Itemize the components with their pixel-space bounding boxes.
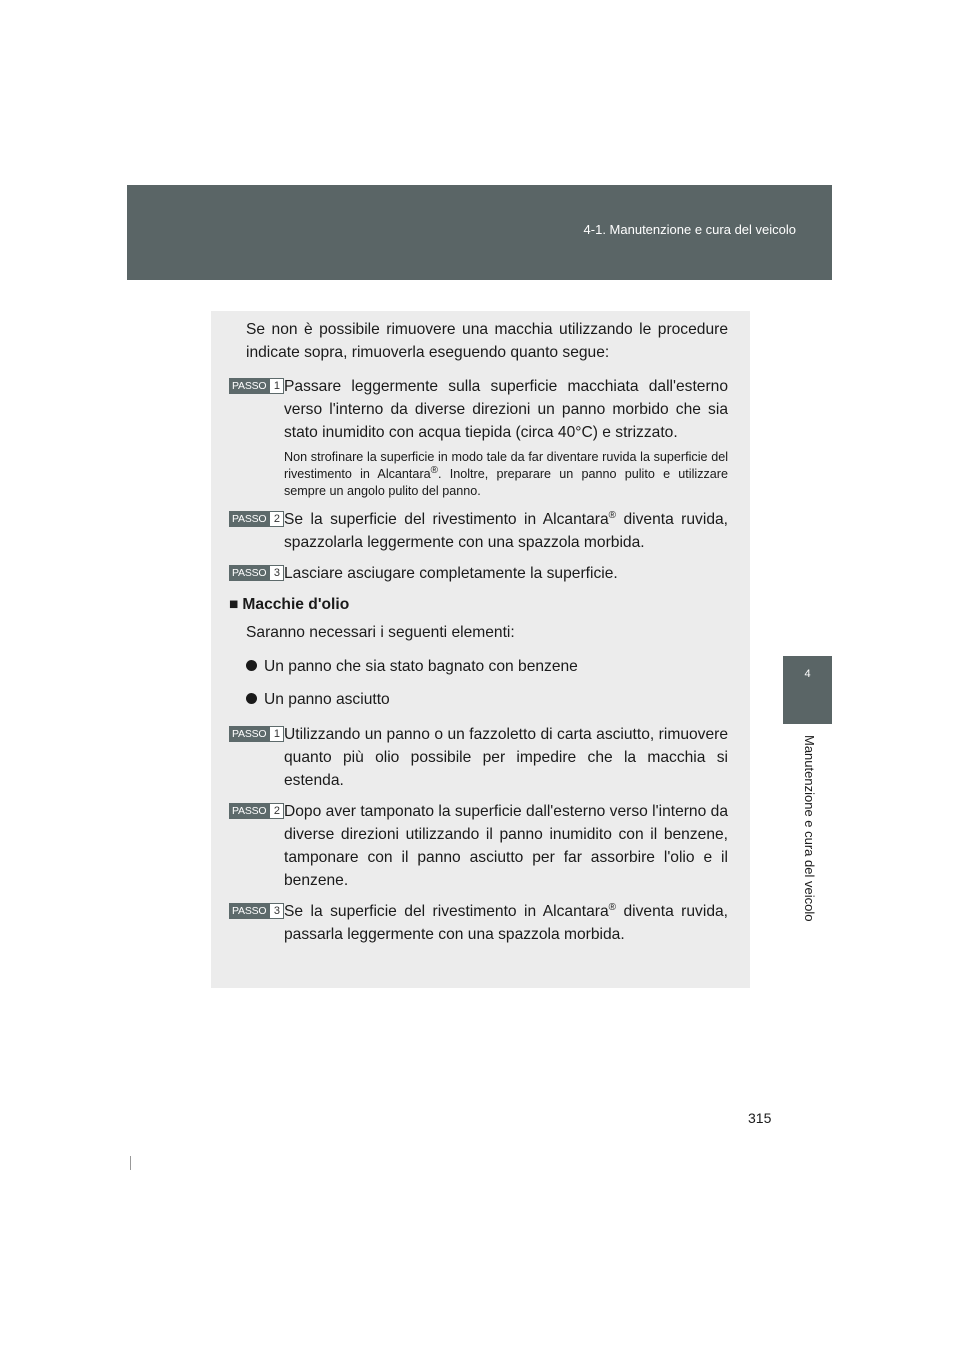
step-badge: [229, 803, 284, 819]
section-lead: Saranno necessari i seguenti elementi:: [246, 624, 515, 641]
step-badge-number: 1: [269, 378, 284, 394]
step-badge: [229, 726, 284, 742]
section-heading: [229, 593, 728, 616]
step-text: Dopo aver tamponato la superficie dall'esterno verso l'interno da diverse direzioni utilizzando il panno inumidito con il benzene, tamponare con il panno asciutto per far assorbire l'olio e il benzene.: [284, 803, 728, 889]
panel-content: [229, 318, 728, 954]
step-text: Passare leggermente sulla superficie macchiata dall'esterno verso l'interno da diverse direzioni un panno morbido che sia stato inumidito con acqua tiepida (circa 40°C) e strizzato.: [284, 378, 728, 441]
step-badge-word: PASSO: [229, 803, 269, 819]
step-text: [284, 508, 728, 554]
step-text: [284, 900, 728, 946]
chapter-label: Manutenzione e cura del veicolo: [802, 735, 817, 922]
step-2: [232, 508, 728, 554]
section-heading-text: Macchie d'olio: [242, 596, 350, 613]
step-text-part: Se la superficie del rivestimento in Alcantara: [284, 511, 609, 528]
crop-mark: [130, 1156, 131, 1170]
oil-step-2: [232, 800, 728, 892]
bullet-text: Un panno che sia stato bagnato con benzene: [264, 658, 578, 675]
oil-step-3: [232, 900, 728, 946]
page-number: 315: [748, 1110, 772, 1126]
registered-mark: ®: [430, 464, 439, 476]
step-badge-number: 1: [269, 726, 284, 742]
registered-mark: ®: [608, 901, 617, 913]
step-text: Utilizzando un panno o un fazzoletto di carta asciutto, rimuovere quanto più olio possibile per impedire che la macchia si estenda.: [284, 726, 728, 789]
step-badge-number: 2: [269, 803, 284, 819]
bullet-text: Un panno asciutto: [264, 691, 390, 708]
step-badge: [229, 565, 284, 581]
step-badge-word: PASSO: [229, 903, 269, 919]
step-text-part: diventa ruvida, passarla leggermente con una spazzola morbida.: [284, 903, 728, 943]
step-badge-word: PASSO: [229, 511, 269, 527]
step-3: [232, 562, 728, 585]
section-title: 4-1. Manutenzione e cura del veicolo: [583, 222, 796, 237]
step-note: [284, 449, 728, 500]
step-badge: [229, 378, 284, 394]
step-badge-number: 3: [269, 903, 284, 919]
step-badge: [229, 903, 284, 919]
bullet-dot-icon: [246, 693, 257, 704]
note-text: . Inoltre, preparare un panno pulito e utilizzare sempre un angolo pulito del panno.: [284, 467, 728, 498]
chapter-tab: [783, 656, 832, 724]
step-badge: [229, 511, 284, 527]
chapter-number: 4: [804, 668, 811, 680]
registered-mark: ®: [608, 509, 617, 521]
bullet-item: [246, 688, 728, 711]
header-band: [127, 185, 832, 280]
square-bullet-icon: ■: [229, 596, 239, 613]
step-badge-number: 2: [269, 511, 284, 527]
note-text: Non strofinare la superficie in modo tale da far diventare ruvida la superficie del rivestimento in Alcantara: [284, 450, 728, 481]
step-text-part: Se la superficie del rivestimento in Alcantara: [284, 903, 609, 920]
intro-text: Se non è possibile rimuovere una macchia utilizzando le procedure indicate sopra, rimuoverla eseguendo quanto segue:: [246, 321, 728, 361]
step-badge-word: PASSO: [229, 378, 269, 394]
oil-step-1: [232, 723, 728, 792]
step-text: Lasciare asciugare completamente la superficie.: [284, 565, 618, 582]
step-1: [232, 375, 728, 500]
step-badge-number: 3: [269, 565, 284, 581]
step-text-part: diventa ruvida, spazzolarla leggermente con una spazzola morbida.: [284, 511, 728, 551]
bullet-item: [246, 655, 728, 678]
step-badge-word: PASSO: [229, 726, 269, 742]
step-badge-word: PASSO: [229, 565, 269, 581]
bullet-dot-icon: [246, 660, 257, 671]
